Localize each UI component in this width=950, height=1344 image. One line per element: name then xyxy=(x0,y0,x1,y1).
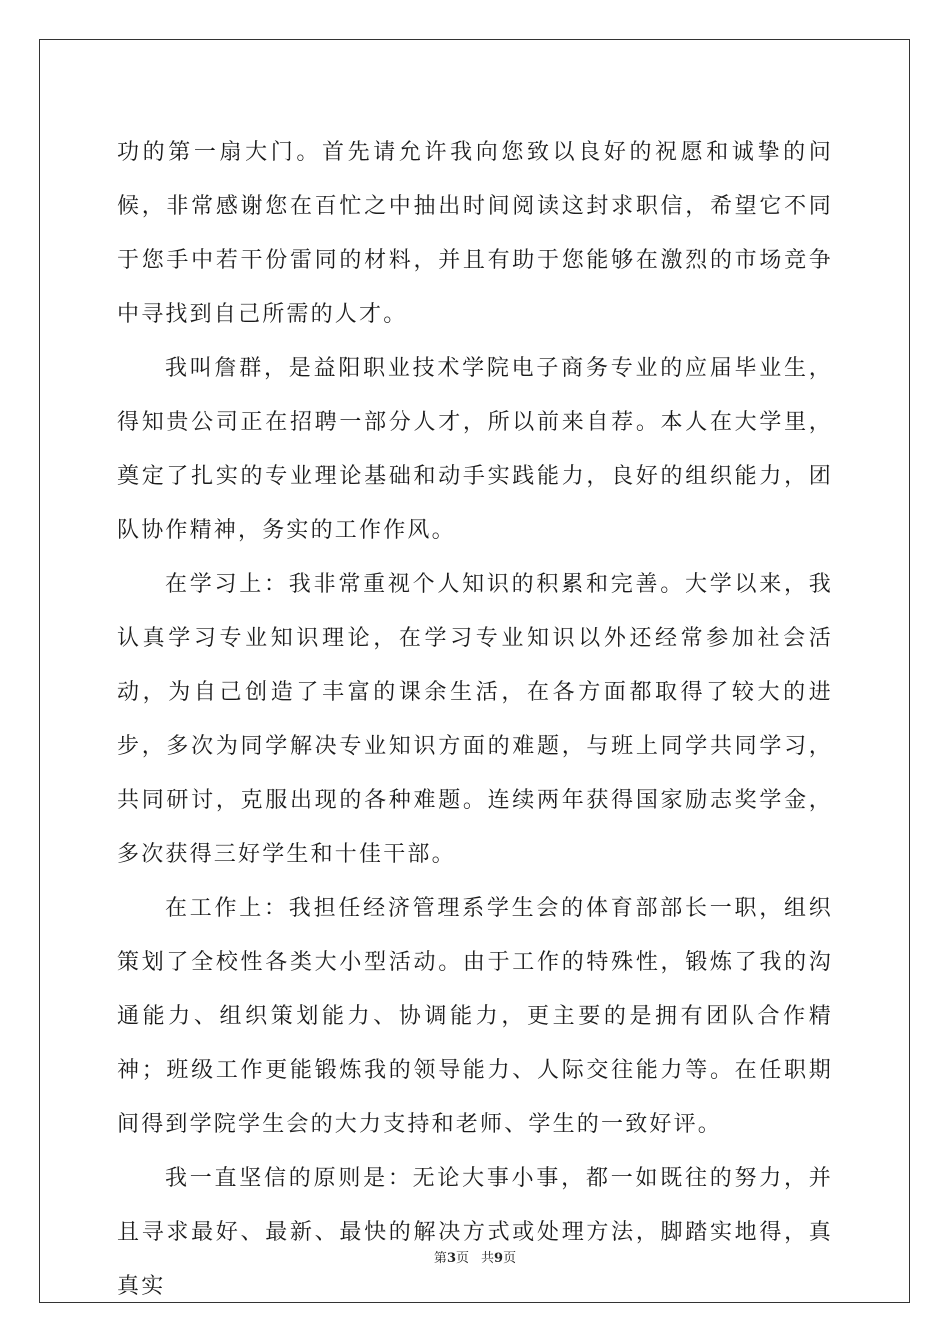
page-suffix: 页 xyxy=(455,1251,469,1266)
paragraph-3: 在学习上：我非常重视个人知识的积累和完善。大学以来，我认真学习专业知识理论，在学习专业知识以外还经常参加社会活动，为自己创造了丰富的课余生活，在各方面都取得了较大的进步，多次为同学解决专业知识方面的难题，与班上同学共同学习，共同研讨，克服出现的各种难题。连续两年获得国家励志奖学金，多次获得三好学生和十佳干部。 xyxy=(117,572,833,867)
paragraph-2: 我叫詹群，是益阳职业技术学院电子商务专业的应届毕业生，得知贵公司正在招聘一部分人才，所以前来自荐。本人在大学里，奠定了扎实的专业理论基础和动手实践能力，良好的组织能力，团队协作精神，务实的工作作风。 xyxy=(117,356,833,543)
paragraph-1: 功的第一扇大门。首先请允许我向您致以良好的祝愿和诚挚的问候，非常感谢您在百忙之中抽出时间阅读这封求职信，希望它不同于您手中若干份雷同的材料，并且有助于您能够在激烈的市场竞争中寻找到自己所需的人才。 xyxy=(117,140,833,327)
current-page-number: 3 xyxy=(446,1251,456,1266)
paragraph-5: 我一直坚信的原则是：无论大事小事，都一如既往的努力，并且寻求最好、最新、最快的解决方式或处理方法，脚踏实地得，真真实 xyxy=(117,1166,833,1299)
document-body xyxy=(117,126,833,1314)
paragraph-4: 在工作上：我担任经济管理系学生会的体育部部长一职，组织策划了全校性各类大小型活动。由于工作的特殊性，锻炼了我的沟通能力、组织策划能力、协调能力，更主要的是拥有团队合作精神；班级工作更能锻炼我的领导能力、人际交往能力等。在任职期间得到学院学生会的大力支持和老师、学生的一致好评。 xyxy=(117,896,833,1137)
total-suffix: 页 xyxy=(503,1251,517,1266)
page-footer xyxy=(0,1247,950,1266)
total-prefix: 共 xyxy=(481,1251,495,1266)
page-prefix: 第 xyxy=(433,1251,447,1266)
total-pages-number: 9 xyxy=(494,1251,504,1266)
